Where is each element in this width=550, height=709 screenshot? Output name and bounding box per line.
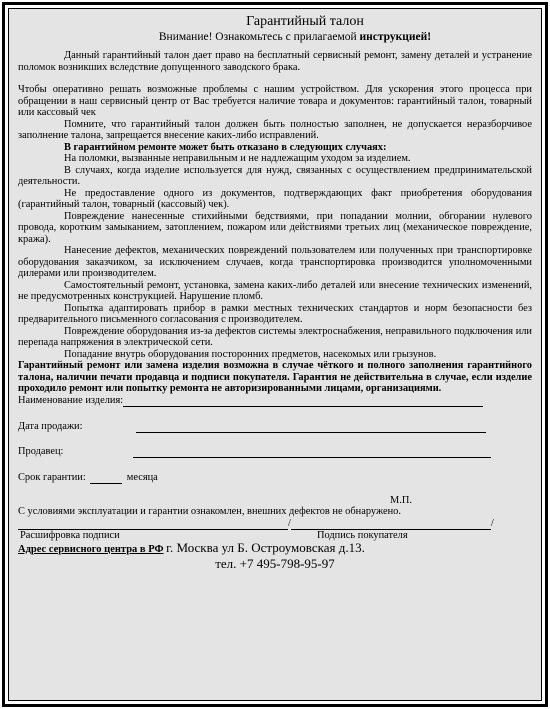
product-name-label: Наименование изделия: (18, 395, 124, 406)
buyer-signature-label: Подпись покупателя (317, 529, 408, 541)
sale-date-field[interactable] (136, 422, 486, 433)
case-item: В случаях, когда изделие используется для нужд, связанных с осуществлением предпринимательской деятельности. (18, 164, 532, 187)
case-item: Повреждение оборудования из-за дефектов системы электроснабжения, неправильного подключения или перепада напряжения в электрической сети. (18, 325, 532, 348)
documents-paragraph: Чтобы оперативно решать возможные проблемы с нашим устройством. Для ускорения этого процесса при обращении в наш сервисный центр от Вас требуется наличие товара и документов: гарантийный талон, товарный или кассовый чек (18, 84, 532, 118)
dotted-frame (8, 8, 542, 701)
buyer-signature-field[interactable] (291, 519, 491, 530)
case-item: Попадание внутрь оборудования посторонних предметов, насекомых или грызунов. (64, 348, 437, 360)
product-name-field[interactable] (123, 396, 483, 407)
signature-row (18, 518, 532, 530)
case-item: Самостоятельный ремонт, установка, замена каких-либо деталей или внесение технических изменений, не предусмотренных конструкцией. Нарушение пломб. (18, 279, 532, 302)
case-item: Нанесение дефектов, механических повреждений пользователем или полученных при транспортировке оборудования заказчиком, за исключением случаев, когда транспортировка производится уполномоченными дилерами или производителем. (18, 245, 532, 279)
warranty-months-field[interactable] (90, 473, 122, 484)
seller-label: Продавец: (18, 446, 64, 457)
case-item: Попытка адаптировать прибор в рамки местных технических стандартов и норм безопасности без предварительного письменного согласования с производителем. (18, 302, 532, 325)
consent-text: С условиями эксплуатации и гарантии ознакомлен, внешних дефектов не обнаружено. (18, 506, 401, 517)
sale-date-row (18, 421, 532, 433)
subtitle (58, 30, 532, 45)
warranty-card (2, 2, 548, 707)
seller-field[interactable] (133, 447, 491, 458)
warranty-notice: Гарантийный ремонт или замена изделия возможна в случае чёткого и полного заполнения гарантийного талона, наличии печати продавца и подписи покупателя. Гарантия не действительна в случае, если изделие проходило ремонт или попытку ремонта не авторизированными лицами, организациями. (18, 360, 532, 394)
signature-end: / (490, 518, 494, 529)
signature-transcript-field[interactable] (18, 519, 288, 530)
fill-rules-paragraph: Помните, что гарантийный талон должен быть полностью заполнен, не допускается неразборчивое заполнение талона, запрещается внесение каких-либо исправлений. (18, 118, 532, 141)
warranty-period-label: Срок гарантии: (18, 472, 86, 483)
page-title: Гарантийный талон (246, 14, 364, 29)
warranty-unit: месяца (126, 472, 158, 483)
case-item: На поломки, вызванные неправильным и не надлежащим уходом за изделием. (64, 153, 411, 164)
subtitle-bold: инструкцией! (359, 31, 432, 43)
signature-transcript-label: Расшифровка подписи (20, 529, 120, 541)
case-item: Не предоставление одного из документов, подтверждающих факт приобретения оборудования (гарантийный талон, товарный (кассовый) чек). (18, 187, 532, 210)
address-label: Адрес сервисного центра в РФ (18, 544, 164, 555)
warranty-content (18, 14, 532, 571)
product-name-row (18, 395, 532, 407)
seller-row (18, 446, 532, 458)
intro-paragraph: Данный гарантийный талон дает право на бесплатный сервисный ремонт, замену деталей и устранение поломок возникших вследствие допущенного заводского брака. (18, 50, 532, 73)
subtitle-prefix: Внимание! Ознакомьтесь с прилагаемой (158, 31, 360, 43)
case-item: Повреждение нанесенные стихийными бедствиями, при попадании молнии, обгорании нулевого провода, коротким замыканием, затоплением, пожаром или действиями третьих лиц (механическое повреждение, кража). (18, 210, 532, 245)
service-address (18, 541, 532, 557)
warranty-period-row (18, 472, 532, 484)
address-text: г. Москва ул Б. Остроумовская д.13. (166, 540, 365, 555)
sale-date-label: Дата продажи: (18, 421, 83, 432)
signature-separator: / (288, 518, 291, 529)
refusal-heading: В гарантийном ремонте может быть отказано в следующих случаях: (64, 141, 387, 153)
stamp-place: М.П. (390, 494, 412, 506)
service-phone: тел. +7 495-798-95-97 (215, 556, 335, 571)
